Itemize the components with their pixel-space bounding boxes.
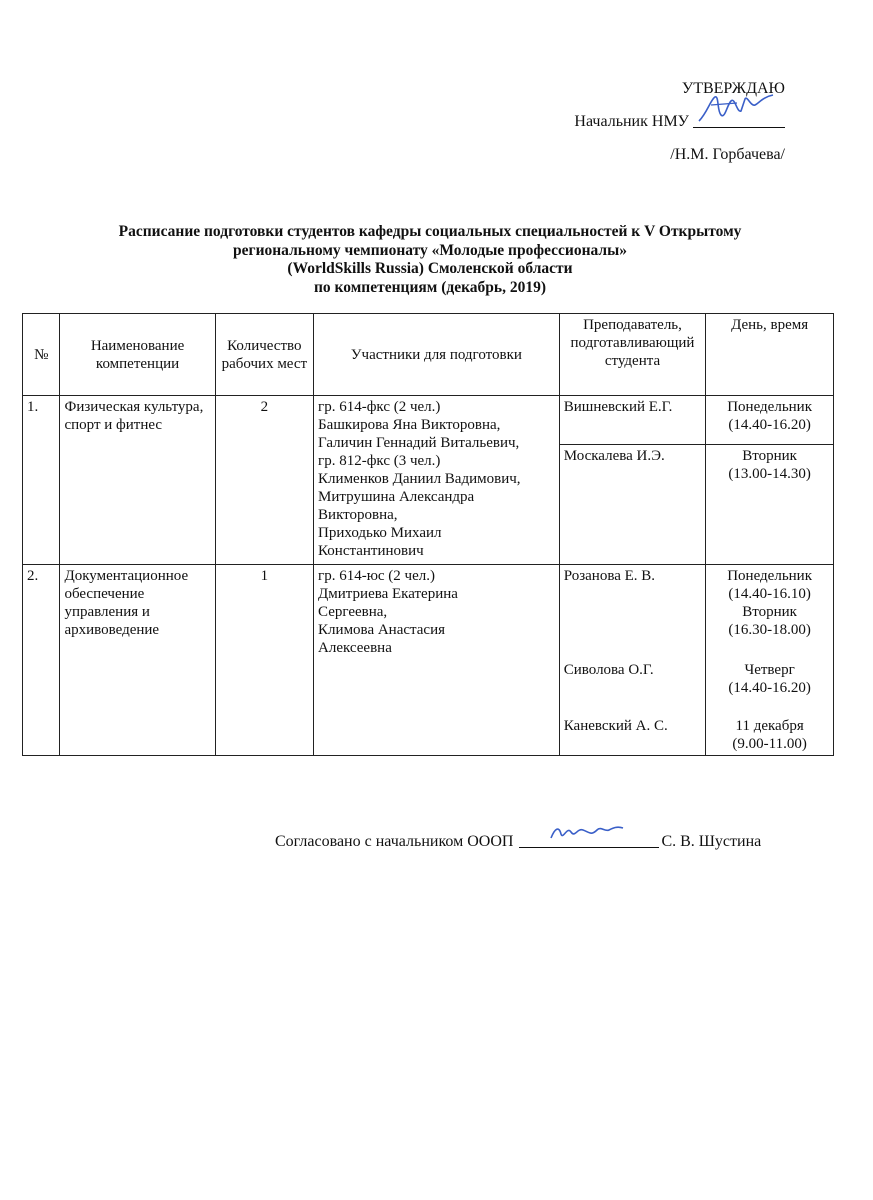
participant-line: Клименков Даниил Вадимович, [318,471,521,487]
time-day: 11 декабря [735,718,804,734]
row1-time-1 [706,396,834,445]
header-teacher: Преподаватель, подготавливающий студента [559,314,705,396]
signature-icon [697,91,777,131]
header-num: № [23,314,60,396]
time-range: (14.40-16.10) [728,586,811,602]
teacher-name: Розанова Е. В. [563,568,656,584]
row1-participants [314,396,560,565]
agreement-text: Согласовано с начальником ОООП [275,833,514,850]
time-range: (16.30-18.00) [728,622,811,638]
participant-line: Митрушина Александра [318,489,475,505]
row2-places: 1 [215,565,313,756]
header-competence: Наименование компетенции [60,314,215,396]
participant-line: Константинович [318,543,424,559]
time-block [710,661,829,717]
time-range: (13.00-14.30) [728,466,811,482]
row1-teacher-2: Москалева И.Э. [559,445,705,565]
row2-teachers [559,565,705,756]
title-line-3: (WorldSkills Russia) Смоленской области [287,260,573,277]
teacher-name: Каневский А. С. [563,718,668,734]
agreement-line [275,832,761,851]
agreement-signature-line [519,832,659,848]
participant-line: гр. 614-юс (2 чел.) [318,568,435,584]
table-header-row [23,314,834,396]
header-participants: Участники для подготовки [314,314,560,396]
participant-line: гр. 812-фкс (3 чел.) [318,453,441,469]
row2-times [706,565,834,756]
participant-line: Сергеевна, [318,604,388,620]
approval-position-line [440,105,785,138]
time-block [710,567,829,661]
row2-participants [314,565,560,756]
row1-places: 2 [215,396,313,565]
signature-icon [547,818,627,844]
row1-time-2 [706,445,834,565]
time-day: Понедельник [727,399,812,415]
row1-teacher-1: Вишневский Е.Г. [559,396,705,445]
participant-line: Приходько Михаил [318,525,442,541]
schedule-table [22,313,834,756]
row2-competence: Документационное обеспечение управления и архивоведение [60,565,215,756]
participant-line: Башкирова Яна Викторовна, [318,417,501,433]
header-places: Количество рабочих мест [215,314,313,396]
time-day: Вторник [742,448,797,464]
title-line-4: по компетенциям (декабрь, 2019) [313,278,546,296]
time-day: Понедельник [727,568,812,584]
document-title [30,223,830,297]
participant-line: Викторовна, [318,507,398,523]
title-line-2: региональному чемпионату «Молодые профессионалы» [233,241,627,259]
approval-name: /Н.М. Горбачева/ [670,146,785,163]
approval-block [440,72,785,171]
participant-line: гр. 614-фкс (2 чел.) [318,399,441,415]
time-day: Вторник [742,604,797,620]
approval-position: Начальник НМУ [574,113,689,130]
time-day: Четверг [744,662,795,678]
table-row [23,396,834,445]
teacher-name: Сиволова О.Г. [563,662,654,678]
row1-num: 1. [23,396,60,565]
row1-competence: Физическая культура, спорт и фитнес [60,396,215,565]
participant-line: Алексеевна [318,640,392,656]
time-range: (9.00-11.00) [732,736,807,752]
approval-heading: УТВЕРЖДАЮ [681,80,785,97]
participant-line: Галичин Геннадий Витальевич, [318,435,520,451]
table-row [23,565,834,756]
time-range: (14.40-16.20) [728,680,811,696]
time-range: (14.40-16.20) [728,417,811,433]
title-line-1: Расписание подготовки студентов кафедры социальных специальностей к V Открытому [118,223,742,240]
time-block [710,717,829,753]
participant-line: Климова Анастасия [318,622,446,638]
row2-num: 2. [23,565,60,756]
agreement-name: С. В. Шустина [661,833,762,850]
header-time: День, время [706,314,834,396]
participant-line: Дмитриева Екатерина [318,586,458,602]
signature-line [693,111,785,128]
